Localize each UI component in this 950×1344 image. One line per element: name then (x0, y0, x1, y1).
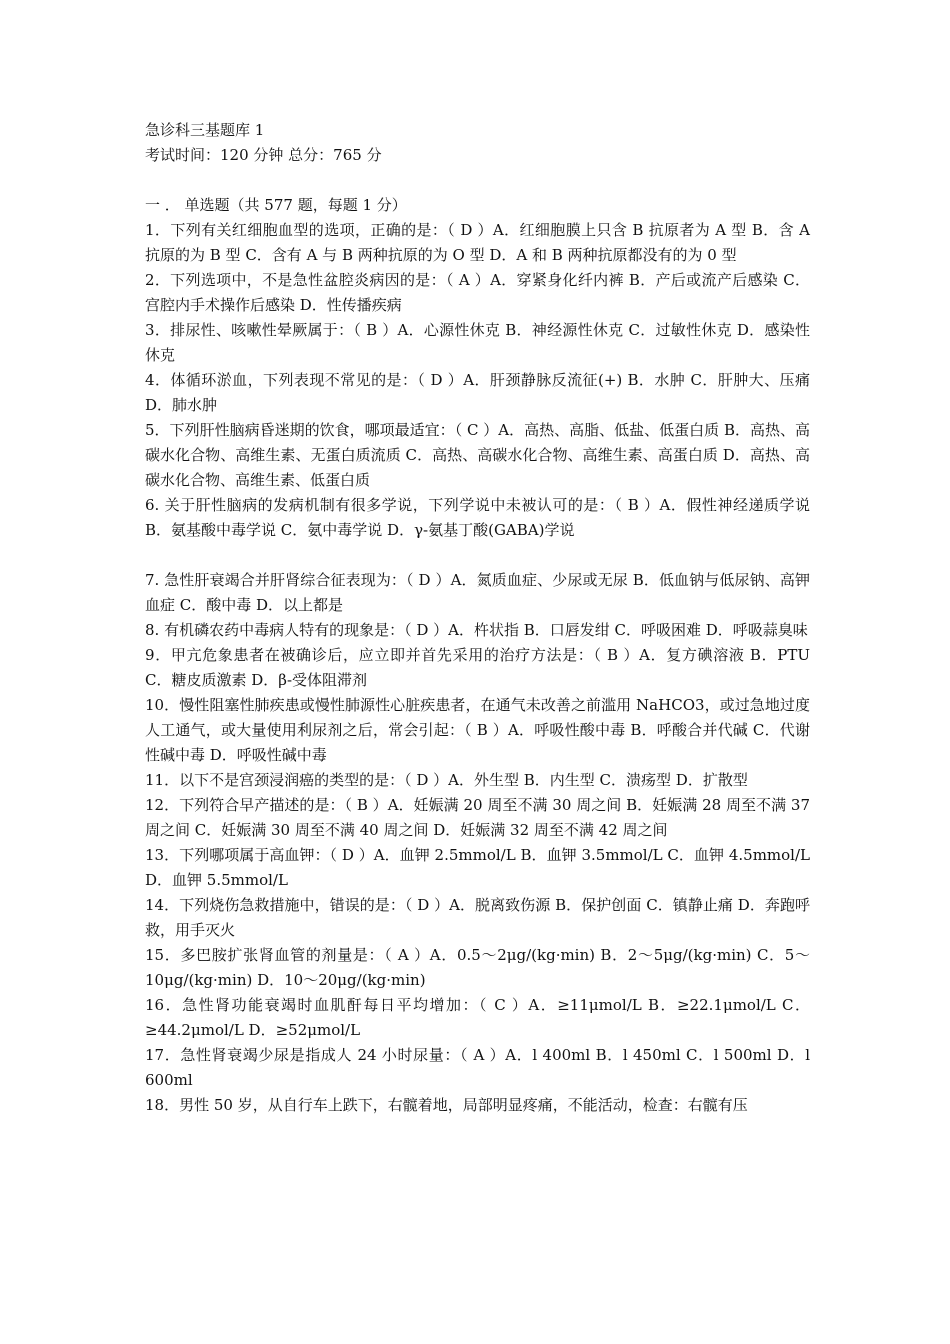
question-6: 6. 关于肝性脑病的发病机制有很多学说，下列学说中未被认可的是：（ B ）A．假性神经递质学说 B．氨基酸中毒学说 C．氨中毒学说 D．γ-氨基丁酸(GABA)学说 (145, 496, 810, 539)
question-10: 10．慢性阻塞性肺疾患或慢性肺源性心脏疾患者，在通气未改善之前滥用 NaHCO3，或过急地过度人工通气，或大量使用利尿剂之后，常会引起：（ B ）A．呼吸性酸中毒 B．呼酸合并代碱 C．代谢性碱中毒 D．呼吸性碱中毒 (145, 696, 810, 764)
question-4: 4．体循环淤血，下列表现不常见的是：（ D ）A．肝颈静脉反流征(+) B．水肿 C．肝肿大、压痛 D．肺水肿 (145, 371, 810, 414)
spacer (145, 543, 810, 568)
question-5: 5．下列肝性脑病昏迷期的饮食，哪项最适宜：（ C ）A．高热、高脂、低盐、低蛋白质 B．高热、高碳水化合物、高维生素、无蛋白质流质 C．高热、高碳水化合物、高维生素、高蛋白质 D．高热、高碳水化合物、高维生素、低蛋白质 (145, 421, 810, 489)
question-13: 13．下列哪项属于高血钾：（ D ）A．血钾 2.5mmol/L B．血钾 3.5mmol/L C．血钾 4.5mmol/L D．血钾 5.5mmol/L (145, 846, 810, 889)
spacer (145, 168, 810, 193)
question-3: 3．排尿性、咳嗽性晕厥属于：（ B ）A．心源性休克 B．神经源性休克 C．过敏性休克 D．感染性休克 (145, 321, 810, 364)
question-14: 14．下列烧伤急救措施中，错误的是：（ D ）A．脱离致伤源 B．保护创面 C．镇静止痛 D．奔跑呼救，用手灭火 (145, 896, 810, 939)
question-1: 1．下列有关红细胞血型的选项，正确的是：（ D ）A．红细胞膜上只含 B 抗原者为 A 型 B．含 A 抗原的为 B 型 C．含有 A 与 B 两种抗原的为 O 型 D．A 和 B 两种抗原都没有的为 0 型 (145, 221, 810, 264)
question-11: 11．以下不是宫颈浸润癌的类型的是：（ D ）A．外生型 B．内生型 C．溃疡型 D．扩散型 (145, 771, 748, 789)
document-page (145, 118, 810, 1118)
question-16: 16．急性肾功能衰竭时血肌酐每日平均增加：（ C ）A．≥11μmol/L B．≥22.1μmol/L C．≥44.2μmol/L D．≥52μmol/L (145, 996, 810, 1039)
exam-info: 考试时间：120 分钟 总分：765 分 (145, 146, 382, 164)
question-9: 9．甲亢危象患者在被确诊后，应立即并首先采用的治疗方法是：（ B ）A．复方碘溶液 B．PTU C．糖皮质激素 D．β-受体阻滞剂 (145, 646, 810, 689)
question-15: 15．多巴胺扩张肾血管的剂量是：（ A ）A．0.5～2μg/(kg·min) B．2～5μg/(kg·min) C．5～10μg/(kg·min) D．10～20μg/(kg·min) (145, 946, 810, 989)
question-18: 18．男性 50 岁，从自行车上跌下，右髋着地，局部明显疼痛，不能活动，检查：右髋有压 (145, 1096, 748, 1114)
question-7: 7. 急性肝衰竭合并肝肾综合征表现为：（ D ）A．氮质血症、少尿或无尿 B．低血钠与低尿钠、高钾血症 C．酸中毒 D．以上都是 (145, 571, 810, 614)
question-2: 2．下列选项中，不是急性盆腔炎病因的是：（ A ）A．穿紧身化纤内裤 B．产后或流产后感染 C．宫腔内手术操作后感染 D．性传播疾病 (145, 271, 810, 314)
document-title: 急诊科三基题库 1 (145, 121, 265, 139)
question-12: 12．下列符合早产描述的是：（ B ）A．妊娠满 20 周至不满 30 周之间 B．妊娠满 28 周至不满 37 周之间 C．妊娠满 30 周至不满 40 周之间 D．妊娠满 32 周至不满 42 周之间 (145, 796, 810, 839)
section-heading: 一 ． 单选题（共 577 题，每题 1 分） (145, 196, 407, 214)
question-8: 8. 有机磷农药中毒病人特有的现象是：（ D ）A．杵状指 B．口唇发绀 C．呼吸困难 D．呼吸蒜臭味 (145, 621, 808, 639)
question-17: 17．急性肾衰竭少尿是指成人 24 小时尿量：（ A ）A．l 400ml B．l 450ml C．l 500ml D．l 600ml (145, 1046, 810, 1089)
